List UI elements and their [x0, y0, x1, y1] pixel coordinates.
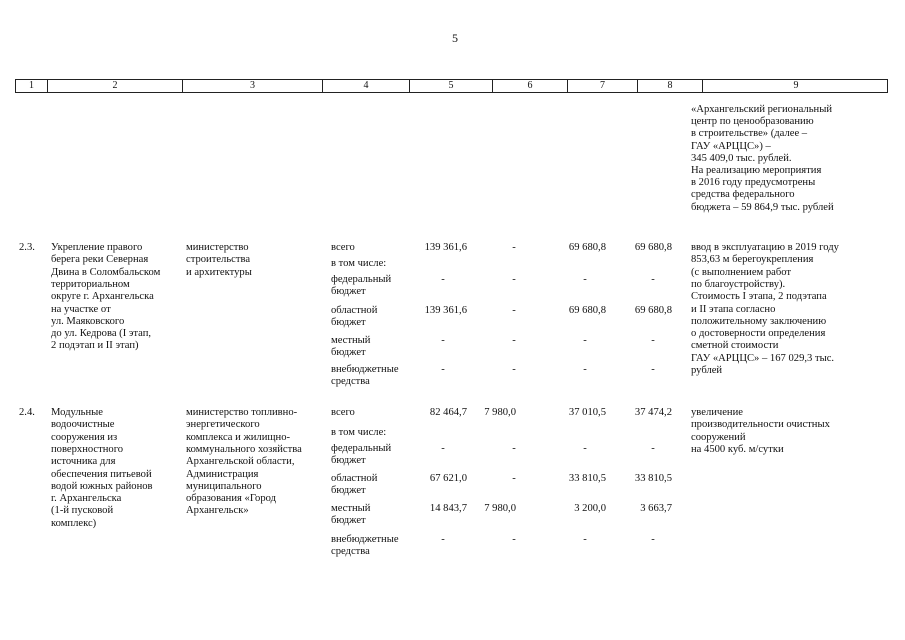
value-fed-col8: - — [651, 443, 655, 454]
value-vsego-col8: 37 474,2 — [634, 407, 672, 418]
header-col-2: 2 — [47, 80, 182, 92]
value-vneb-col6: - — [512, 364, 516, 375]
row-name-line: сооружения из — [51, 431, 118, 443]
source-vneb-line: средства — [331, 546, 370, 558]
page-number: 5 — [452, 31, 458, 45]
source-vtom-line: в том числе: — [331, 427, 387, 438]
continuation-note-line: средства федерального — [691, 189, 795, 201]
row-name-line: 2 подэтап и II этап) — [51, 340, 139, 352]
row-name-line: г. Архангельска — [51, 493, 122, 505]
row-result-line: ввод в эксплуатацию в 2019 году — [691, 242, 839, 253]
source-vneb-line: внебюджетные — [331, 364, 399, 375]
row-executor-line: строительства — [186, 254, 251, 266]
continuation-note-line: ГАУ «АРЦЦС») – — [691, 140, 771, 152]
row-name-line: Двина в Соломбальском — [51, 266, 161, 278]
row-result-line: ГАУ «АРЦЦС» – 167 029,3 тыс. — [691, 352, 835, 364]
value-mest-col6: - — [512, 335, 516, 346]
continuation-note-line: 345 409,0 тыс. рублей. — [691, 152, 792, 164]
value-obl-col8: 33 810,5 — [634, 473, 672, 484]
value-vneb-col5: - — [441, 364, 445, 375]
value-vneb-col8: - — [651, 364, 655, 375]
row-result-line: на 4500 куб. м/сутки — [691, 443, 784, 455]
header-col-5: 5 — [409, 80, 492, 92]
value-vneb-col6: - — [512, 534, 516, 545]
row-name-line: обеспечения питьевой — [51, 468, 152, 480]
source-obl-line: областной — [331, 473, 378, 484]
row-name-line: поверхностного — [51, 443, 124, 455]
value-mest-col8: 3 663,7 — [640, 503, 672, 514]
row-result-line: производительности очистных — [691, 419, 830, 431]
value-fed-col6: - — [512, 443, 516, 454]
source-mest-line: местный — [331, 503, 371, 514]
source-fed-line: бюджет — [331, 455, 366, 467]
row-executor-line: Администрация — [186, 468, 259, 480]
value-obl-col7: 33 810,5 — [568, 473, 606, 484]
row-executor-line: министерство топливно- — [186, 407, 298, 418]
header-col-6: 6 — [492, 80, 567, 92]
value-vsego-col5: 82 464,7 — [429, 407, 467, 418]
header-col-4: 4 — [322, 80, 409, 92]
value-mest-col5: 14 843,7 — [429, 503, 467, 514]
row-executor-line: образования «Город — [186, 493, 276, 505]
row-name-line: Укрепление правого — [51, 242, 143, 253]
value-vneb-col7: - — [583, 364, 587, 375]
source-mest-line: местный — [331, 335, 371, 346]
row-result-line: Стоимость I этапа, 2 подэтапа — [691, 291, 827, 303]
continuation-note-line: в строительстве» (далее – — [691, 128, 808, 140]
value-fed-col5: - — [441, 274, 445, 285]
row-name-line: Модульные — [51, 407, 103, 418]
row-executor-line: комплекса и жилищно- — [186, 431, 291, 443]
row-name-line: до ул. Кедрова (I этап, — [51, 328, 152, 340]
row-executor-line: коммунального хозяйства — [186, 443, 302, 455]
value-mest-col7: 3 200,0 — [574, 503, 606, 514]
row-name-line: комплекс) — [51, 517, 97, 529]
value-vneb-col7: - — [583, 534, 587, 545]
source-fed-line: федеральный — [331, 274, 392, 285]
column-number-header — [15, 79, 888, 93]
value-fed-col7: - — [583, 274, 587, 285]
header-col-9: 9 — [702, 80, 889, 92]
value-fed-col8: - — [651, 274, 655, 285]
value-vsego-col6: - — [512, 242, 516, 253]
row-executor-line: муниципального — [186, 480, 262, 492]
row-result-line: 853,63 м берегоукрепления — [691, 254, 814, 266]
source-mest-line: бюджет — [331, 347, 366, 359]
value-vsego-col5: 139 361,6 — [424, 242, 467, 253]
row-executor-line: Архангельской области, — [186, 456, 295, 468]
value-mest-col6: 7 980,0 — [484, 503, 516, 514]
value-vsego-col6: 7 980,0 — [484, 407, 516, 418]
row-executor-line: энергетического — [186, 419, 260, 431]
header-col-1: 1 — [29, 80, 34, 91]
row-executor-line: и архитектуры — [186, 266, 252, 278]
value-fed-col5: - — [441, 443, 445, 454]
row-name-line: источника для — [51, 456, 116, 468]
source-vtom-line: в том числе: — [331, 258, 387, 269]
row-result-line: о достоверности определения — [691, 328, 826, 340]
value-vsego-col8: 69 680,8 — [634, 242, 672, 253]
row-executor-line: Архангельск» — [186, 505, 249, 517]
value-vsego-col7: 69 680,8 — [568, 242, 606, 253]
row-number: 2.3. — [19, 242, 35, 253]
row-name-line: округе г. Архангельска — [51, 291, 154, 303]
continuation-note-line: «Архангельский региональный — [691, 104, 832, 115]
value-vneb-col8: - — [651, 534, 655, 545]
source-obl-line: бюджет — [331, 317, 366, 329]
source-mest-line: бюджет — [331, 515, 366, 527]
value-obl-col6: - — [512, 473, 516, 484]
row-result-line: и II этапа согласно — [691, 303, 776, 315]
value-fed-col6: - — [512, 274, 516, 285]
header-col-8: 8 — [637, 80, 702, 92]
row-result-line: сметной стоимости — [691, 340, 779, 352]
value-obl-col5: 139 361,6 — [424, 305, 467, 316]
source-vsego-line: всего — [331, 407, 355, 418]
row-name-line: на участке от — [51, 303, 111, 315]
value-mest-col8: - — [651, 335, 655, 346]
source-vsego-line: всего — [331, 242, 355, 253]
source-obl-line: бюджет — [331, 485, 366, 497]
value-obl-col6: - — [512, 305, 516, 316]
header-col-7: 7 — [567, 80, 637, 92]
continuation-note-line: бюджета – 59 864,9 тыс. рублей — [691, 201, 834, 213]
row-executor-line: министерство — [186, 242, 249, 253]
value-obl-col5: 67 621,0 — [429, 473, 467, 484]
source-vneb-line: средства — [331, 376, 370, 388]
value-obl-col8: 69 680,8 — [634, 305, 672, 316]
continuation-note-line: в 2016 году предусмотрены — [691, 177, 816, 189]
row-result-line: по благоустройству). — [691, 278, 786, 290]
row-result-line: (с выполнением работ — [691, 266, 792, 278]
row-result-line: увеличение — [691, 407, 743, 418]
row-name-line: ул. Маяковского — [51, 315, 125, 327]
value-obl-col7: 69 680,8 — [568, 305, 606, 316]
value-mest-col5: - — [441, 335, 445, 346]
row-result-line: положительному заключению — [691, 315, 827, 327]
value-mest-col7: - — [583, 335, 587, 346]
row-name-line: территориальном — [51, 278, 130, 290]
continuation-note-line: На реализацию мероприятия — [691, 165, 822, 176]
row-number: 2.4. — [19, 407, 35, 418]
source-fed-line: федеральный — [331, 443, 392, 454]
row-result-line: рублей — [691, 365, 723, 376]
row-name-line: (1-й пусковой — [51, 505, 114, 517]
continuation-note-line: центр по ценообразованию — [691, 116, 814, 128]
row-name-line: водой южных районов — [51, 480, 153, 492]
row-name-line: берега реки Северная — [51, 254, 149, 266]
row-name-line: водоочистные — [51, 419, 115, 431]
source-fed-line: бюджет — [331, 286, 366, 298]
source-obl-line: областной — [331, 305, 378, 316]
row-result-line: сооружений — [691, 431, 746, 443]
value-vsego-col7: 37 010,5 — [568, 407, 606, 418]
value-vneb-col5: - — [441, 534, 445, 545]
source-vneb-line: внебюджетные — [331, 534, 399, 545]
value-fed-col7: - — [583, 443, 587, 454]
header-col-3: 3 — [182, 80, 322, 92]
